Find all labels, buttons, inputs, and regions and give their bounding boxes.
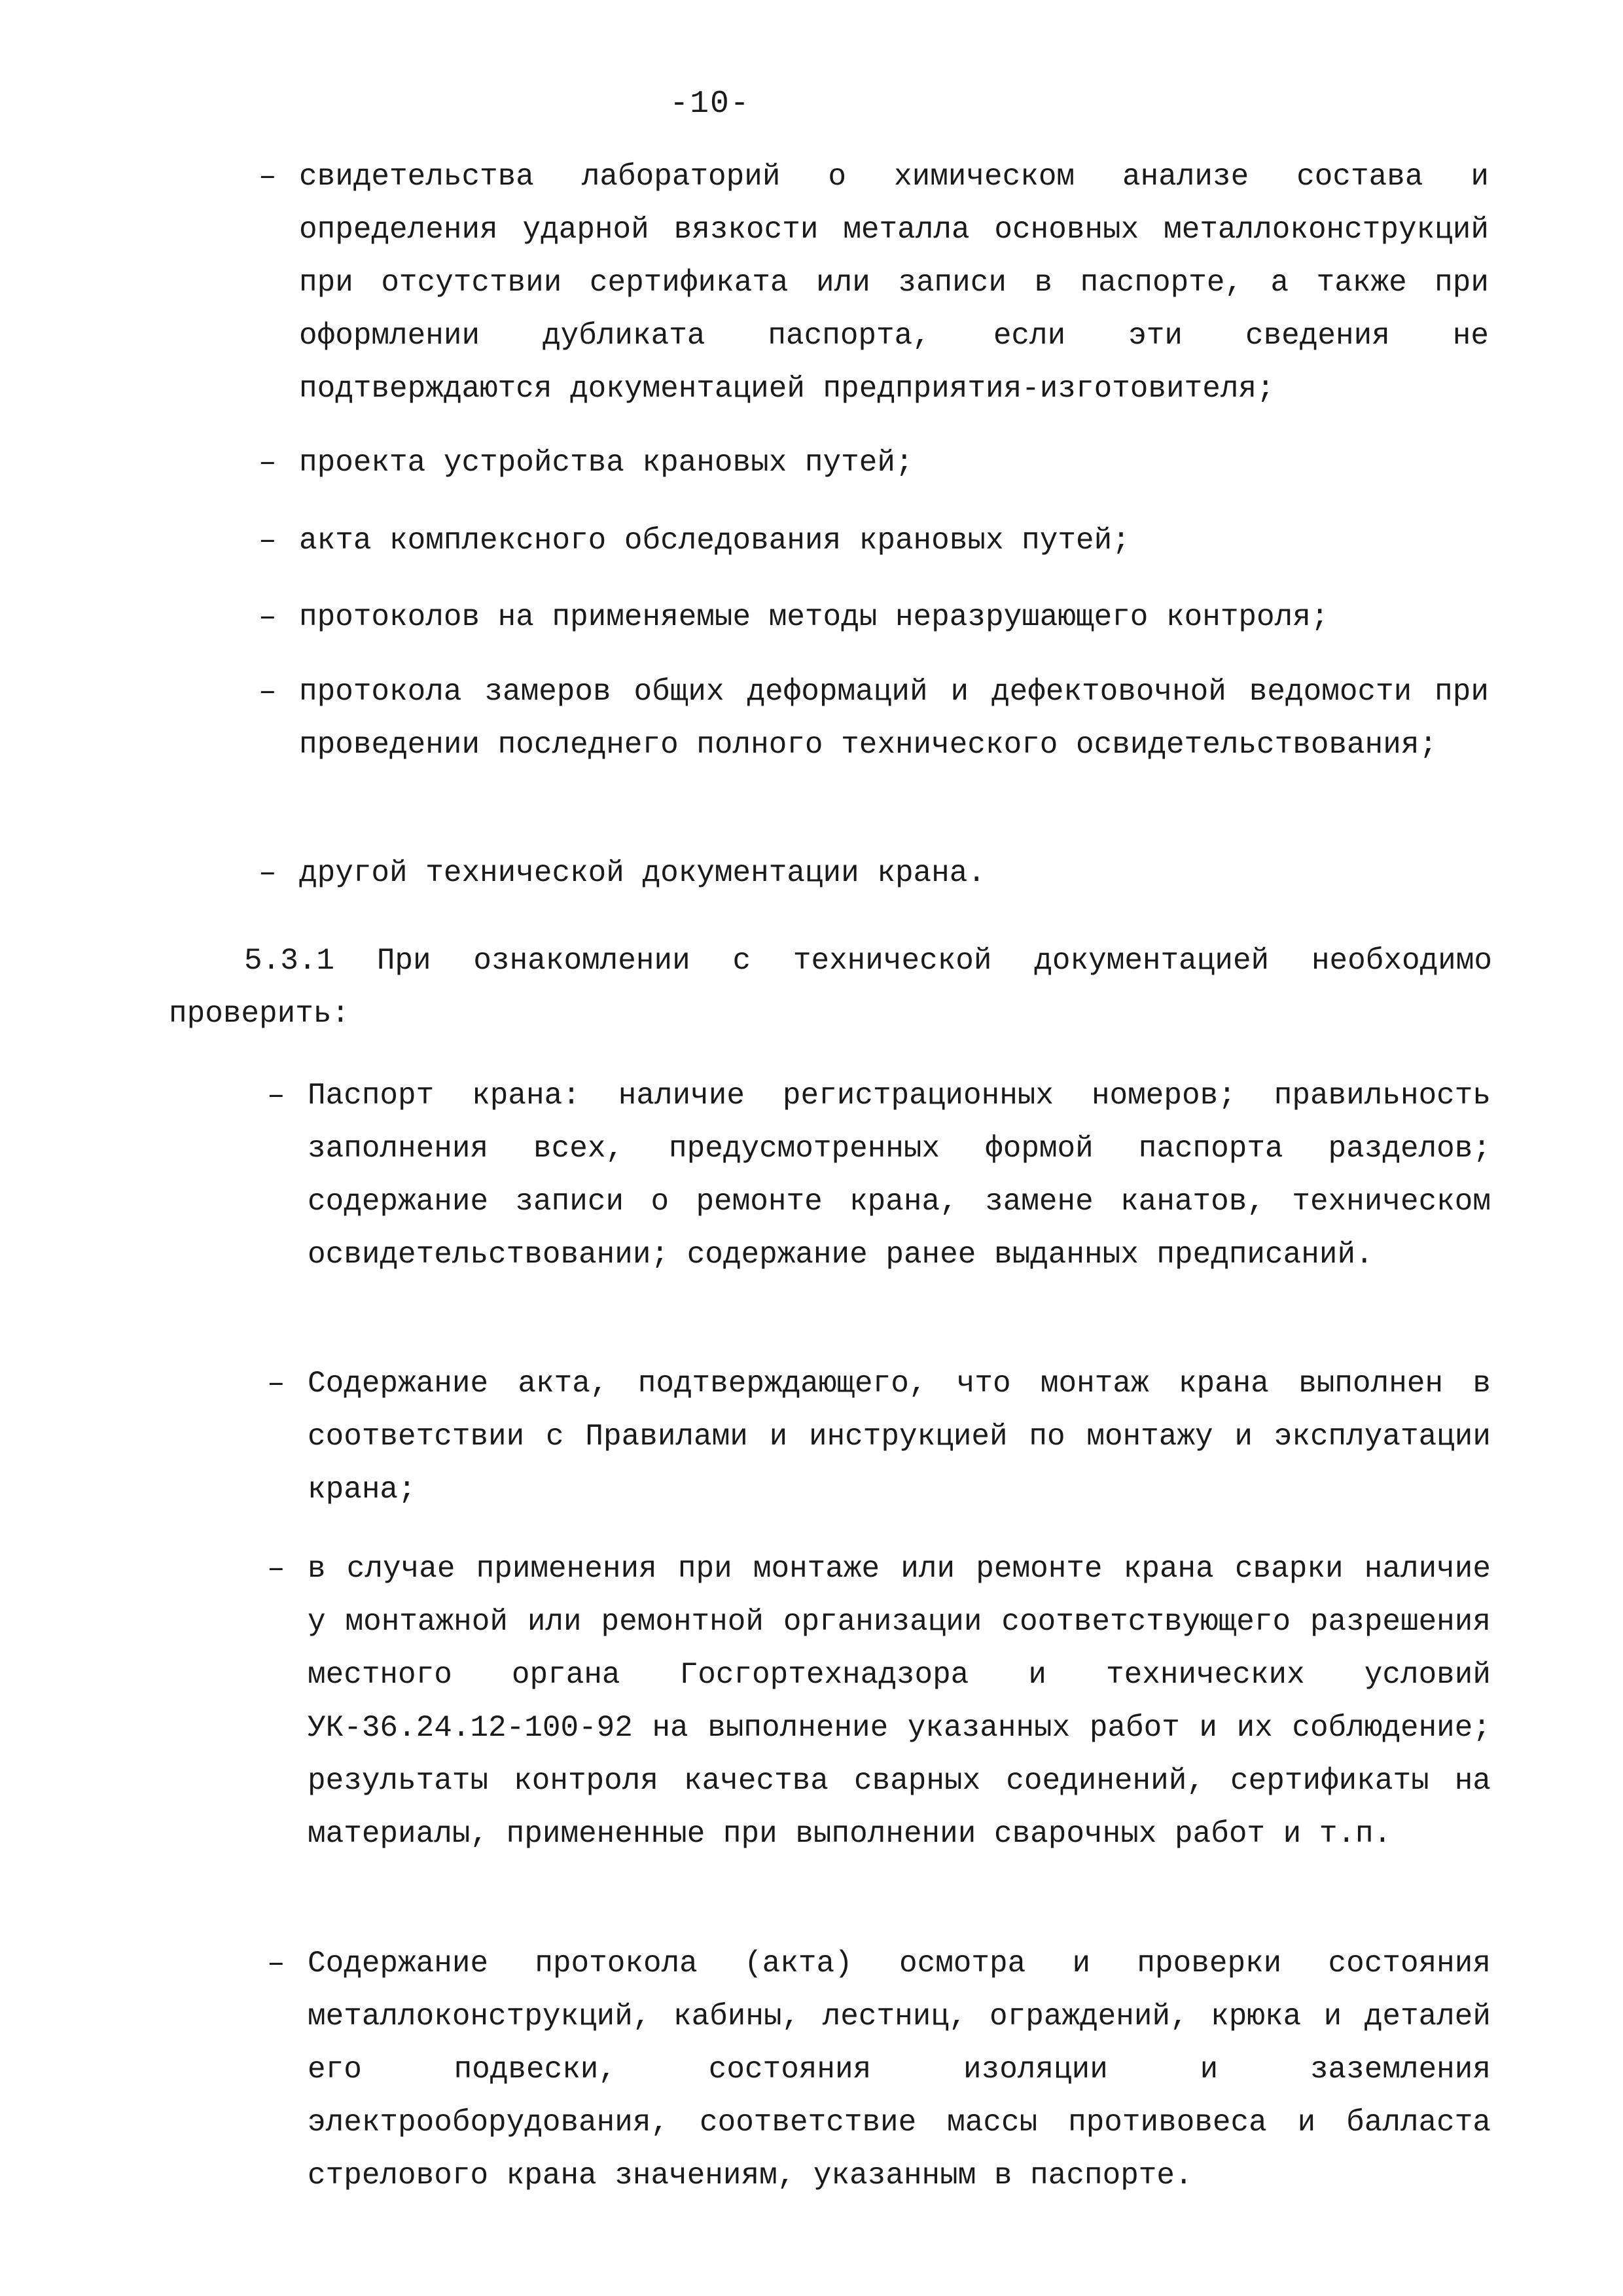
dash-marker: – [259, 856, 277, 890]
list-item [259, 437, 1489, 490]
dash-marker: – [259, 160, 277, 194]
list-item [259, 666, 1489, 772]
list-item-text: Паспорт крана: наличие регистрационных номеров; правильность заполнения всех, предусмотренных формой паспорта разделов; содержание записи о ремонте крана, замене канатов, техническом освидетельствовании; содержание ранее выданных предписаний. [308, 1079, 1491, 1272]
list-item [259, 514, 1489, 567]
list-item-text: проекта устройства крановых путей; [299, 446, 914, 480]
list-item [259, 847, 1489, 900]
list-item [267, 1069, 1491, 1282]
dash-marker: – [267, 1079, 285, 1113]
list-item-text: свидетельства лабораторий о химическом анализе состава и определения ударной вязкости металла основных металлоконструкций при отсутствии сертификата или записи в паспорте, а также при оформлении дубликата паспорта, если эти сведения не подтверждаются документацией предприятия-изготовителя; [299, 160, 1489, 406]
paragraph-5-3-1: 5.3.1 При ознакомлении с технической документацией необходимо проверить: [169, 944, 1492, 1031]
dash-marker: – [259, 524, 277, 558]
list-item [267, 1543, 1491, 1861]
list-item-text: протокола замеров общих деформаций и дефектовочной ведомости при проведении последнего полного технического освидетельствования; [299, 675, 1489, 762]
list-item [259, 151, 1489, 416]
list-item [259, 591, 1489, 644]
dash-marker: – [267, 1552, 285, 1586]
list-item-text: Содержание протокола (акта) осмотра и проверки состояния металлоконструкций, кабины, лестниц, ограждений, крюка и деталей его подвески, состояния изоляции и заземления электрооборудования, соответствие массы противовеса и балласта стрелового крана значениям, указанным в паспорте. [308, 1946, 1491, 2193]
list-item-text: в случае применения при монтаже или ремонте крана сварки наличие у монтажной или ремонтной организации соответствующего разрешения местного органа Госгортехнадзора и технических условий УК-36.24.12-100-92 на выполнение указанных работ и их соблюдение; результаты контроля качества сварных соединений, сертификаты на материалы, примененные при выполнении сварочных работ и т.п. [308, 1552, 1491, 1851]
dash-marker: – [259, 446, 277, 480]
list-item [267, 1937, 1491, 2202]
list-item-text: другой технической документации крана. [299, 856, 986, 890]
list-item-text: акта комплексного обследования крановых путей; [299, 524, 1130, 558]
list-item-text: Содержание акта, подтверждающего, что монтаж крана выполнен в соответствии с Правилами и инструкцией по монтажу и эксплуатации крана; [308, 1367, 1491, 1507]
dash-marker: – [267, 1367, 285, 1401]
dash-marker: – [259, 675, 277, 709]
list-item-text: протоколов на применяемые методы неразрушающего контроля; [299, 600, 1329, 634]
list-item [267, 1357, 1491, 1516]
page-number: -10- [669, 86, 751, 122]
dash-marker: – [267, 1946, 285, 1981]
dash-marker: – [259, 600, 277, 634]
